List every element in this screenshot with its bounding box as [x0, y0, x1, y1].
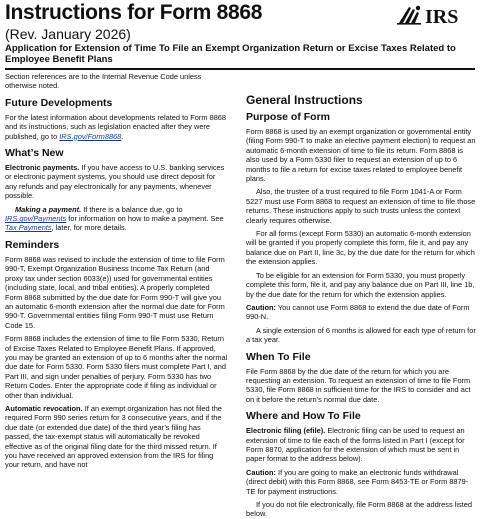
form-subtitle: Application for Extension of Time To File an Exempt Organization Return or Excise Taxes Related to Employee Benefit Plans	[5, 43, 456, 65]
tax-payments-link[interactable]: Tax Payments	[5, 223, 52, 233]
caution-note-1: Caution: You cannot use Form 8868 to extend the due date of Form 990-N.	[246, 302, 470, 322]
purpose-paragraph-1: Form 8868 is used by an exempt organization or governmental entity (filing Form 990-T to make an elective payment election) to request an automatic 6-month extension of time to file its return. Form 8868 is also used by a Form 5330 filer to request an extension of up to 6 months to file a return for excise taxes related to employee benefit plans.	[246, 127, 476, 184]
page-title: Instructions for Form 8868	[5, 1, 263, 24]
when-to-file-text: File Form 8868 by the due date of the return for which you are requesting an extension. To request an extension of time to file Form 5330, file Form 8868 in sufficient time for the IRS to consider and act on it before the return’s normal due date.	[246, 366, 471, 404]
automatic-revocation-paragraph: Automatic revocation. If an exempt organization has not filed the required Form 990 series return for 3 consecutive years, and if the due date (or extended due date) of the third year’s filing has passed, the tax-exempt status will automatically be revoked effective as of the original filing date for the third missed return. If you have received an approved extension from the IRS for filing your return, and have not	[5, 403, 222, 470]
reminders-paragraph-2: Form 8868 includes the extension of time to file Form 5330, Return of Excise Taxes Related to Employee Benefit Plans. If approved, you may be granted an extension of up to 6 months after the normal due date for Form 5330. Form 5330 filers must complete Part I, and Part III, and sign under penalties of perjury. Form 5330 has two Return Codes. Enter the appropriate code if filing as individual or other than individual.	[5, 334, 228, 400]
left-column	[5, 72, 228, 480]
right-column	[246, 72, 477, 519]
purpose-of-form-heading: Purpose of Form	[246, 111, 331, 123]
paper-filing-text: If you do not file electronically, file Form 8868 at the address listed below.	[246, 500, 472, 519]
form8868-link[interactable]: IRS.gov/Form8868	[59, 131, 122, 141]
future-developments-text: For the latest information about developments related to Form 8868 and its instructions, such as legislation enacted after they were published, go to IRS.gov/Form8868.	[5, 112, 227, 141]
purpose-paragraph-2: Also, the trustee of a trust required to file Form 1041-A or Form 5227 must use Form 8868 to request an extension of time to file those returns. These instructions apply to such trusts unless the context clearly requires otherwise.	[246, 187, 476, 225]
irs-logo-icon	[395, 3, 475, 27]
electronic-payments-paragraph: Electronic payments. If you have access to U.S. banking services or electronic payment systems, you should use direct deposit for any refunds and pay electronically for any payments, whenever possible.	[5, 163, 225, 201]
when-to-file-heading: When To File	[246, 350, 311, 363]
purpose-paragraph-4: To be eligible for an extension for Form 5330, you must properly complete this form, file it, and pay any balance due on Part III, line 1b, by the due date for the return for which the extension applies.	[246, 270, 475, 299]
payments-link[interactable]: IRS.gov/Payments	[5, 214, 67, 224]
reminders-paragraph-1: Form 8868 was revised to include the extension of time to file Form 990-T, Exempt Organization Business Income Tax Return (and proxy tax under section 6033(e)) used for governmental entities (including state, local, and tribal entities). A properly completed Form 8868 submitted by the due date for Form 990-T will give you an automatic 6-month extension after the normal due date for Form 990-T. Governmental entities filing Form 990-T must use Return Code 15.	[5, 254, 225, 330]
making-payment-paragraph: Making a payment. If there is a balance due, go to IRS.gov/Payments for information on how to make a payment. See Tax Payments, later, for more details.	[5, 204, 224, 233]
where-how-to-file-heading: Where and How To File	[246, 410, 361, 423]
electronic-filing-paragraph: Electronic filing (efile). Electronic filing can be used to request an extension of time to file each of the forms listed in Part I (except for Form 8870, application for the extension of which must be sent in paper format to the address below).	[246, 426, 465, 464]
header-divider	[5, 68, 475, 70]
revision-date: (Rev. January 2026)	[5, 26, 131, 42]
logo-text: IRS	[425, 6, 459, 28]
caution-note-2: Caution: If you are going to make an electronic funds withdrawal (direct debit) with this Form 8868, see Form 8453-TE or Form 8879-TE for payment instructions.	[246, 467, 469, 496]
general-instructions-heading: General Instructions	[246, 93, 363, 107]
reminders-heading: Reminders	[5, 238, 60, 251]
future-developments-heading: Future Developments	[5, 96, 113, 109]
purpose-paragraph-3: For all forms (except Form 5330) an automatic 6-month extension will be granted if you properly complete this form, file it, and pay any balance due on Part II, line 3c, by the due date for the return for which the extension applies.	[246, 229, 475, 267]
purpose-paragraph-5: A single extension of 6 months is allowed for each type of return for a tax year.	[246, 325, 476, 345]
section-reference-note: Section references are to the Internal Revenue Code unless otherwise noted.	[5, 72, 202, 91]
whats-new-heading: What’s New	[5, 147, 64, 160]
